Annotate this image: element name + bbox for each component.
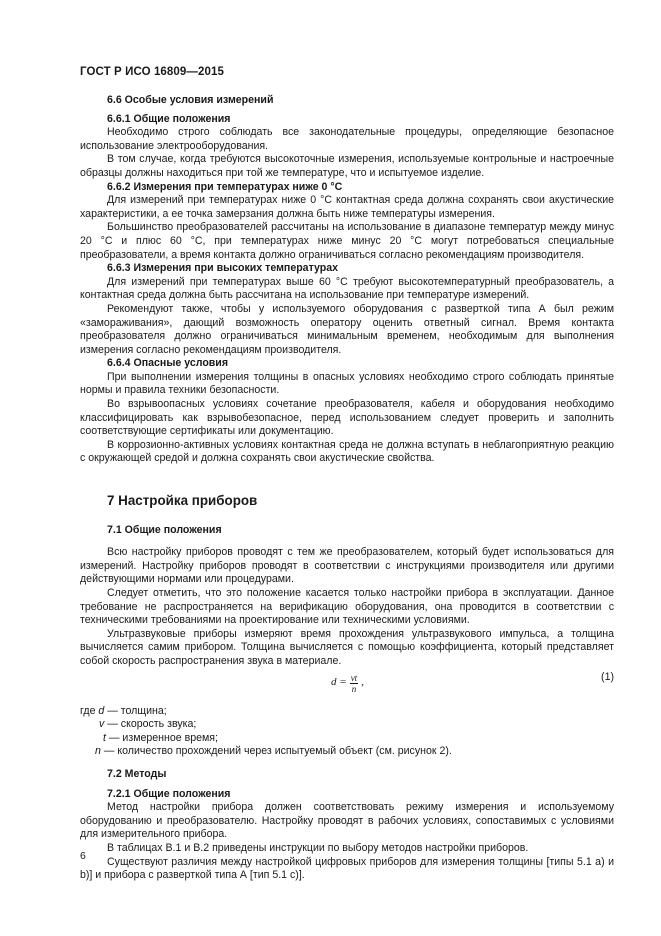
legend-item [80,745,614,759]
section-6-6-1-heading: 6.6.1 Общие положения [107,112,231,125]
paragraph: Для измерений при температурах выше 60 °С требуют высокотемпературный преобразователь, а контактная среда должна быть рассчитана на использование при температуре измерений. [80,275,614,302]
legend-item [80,732,614,746]
paragraph: В таблицах В.1 и В.2 приведены инструкции по выбору методов настройки приборов. [107,841,529,854]
page-content [80,94,614,883]
legend-text: — скорость звука; [104,718,197,731]
legend-text: — количество прохождений через испытуемый объект (см. рисунок 2). [100,745,452,758]
paragraph: Метод настройки прибора должен соответствовать режиму измерения и используемому оборудованию и преобразователю. Настройку проводят в рабочих условиях, сопоставимых с условиями для измерительного прибора. [80,801,614,841]
paragraph: Во взрывоопасных условиях сочетание преобразователя, кабеля и оборудования необходимо классифицировать как взрывобезопасное, перед использованием следует проверить и заполнить соответствующие сертификаты или документацию. [80,398,614,438]
paragraph: Для измерений при температурах ниже 0 °С контактная среда должна сохранять свои акустические характеристики, а ее точка замерзания должна быть ниже температуры измерения. [80,194,614,220]
paragraph: Рекомендуют также, чтобы у используемого оборудования с разверткой типа А был режим «замораживания», дающий возможность оператору оценить ответный сигнал. Время контакта преобразователя должно ограничиваться минимальным временем, необходимым для выполнения измерения согласно рекомендациям производителя. [80,302,614,356]
formula-expression [331,673,364,694]
legend-item [80,705,614,719]
paragraph: Всю настройку приборов проводят с тем же преобразователем, который будет использоваться для измерений. Настройку приборов проводят в соответствии с инструкциями производителя или другими действующими нормами или процедурами. [80,546,614,586]
paragraph: В том случае, когда требуются высокоточные измерения, используемые контрольные и настроечные образцы должны находиться при той же температуре, что и испытуемое изделие. [80,153,614,179]
section-6-6-3-heading: 6.6.3 Измерения при высоких температурах [107,262,339,275]
paragraph: Большинство преобразователей рассчитаны на использование в диапазоне температур между минус 20 °С и плюс 60 °С, при температурах ниже минус 20 °С могут потребоваться специальные преобразователи, а время контакта должно ограничиваться согласно рекомендациям производителя. [80,221,614,261]
section-7-heading: 7 Настройка приборов [107,493,258,509]
legend-item [80,718,614,732]
legend-symbol: n [95,745,101,758]
symbol-legend [80,705,614,759]
legend-prefix: где [80,704,99,717]
formula-1 [80,669,614,705]
formula-number: (1) [601,670,614,683]
paragraph: В коррозионно-активных условиях контактная среда не должна вступать в неблагоприятную реакцию с окружающей средой и должна сохранять свои акустические свойства. [80,438,614,465]
document-header: ГОСТ Р ИСО 16809—2015 [80,66,225,78]
section-6-6-2-heading: 6.6.2 Измерения при температурах ниже 0 °С [107,180,343,193]
formula-denominator: n [351,683,357,694]
paragraph: Необходимо строго соблюдать все законодательные процедуры, определяющие безопасное использование электрооборудования. [80,126,614,152]
section-7-2-1-heading: 7.2.1 Общие положения [107,787,231,800]
page-number: 6 [80,850,86,862]
paragraph: Ультразвуковые приборы измеряют время прохождения ультразвукового импульса, а толщина вычисляется самим прибором. Толщина вычисляется с помощью коэффициента, который представляет собой скорость распространения звука в материале. [80,627,614,667]
legend-symbol: v [99,718,105,731]
section-7-1-heading: 7.1 Общие положения [107,523,222,536]
formula-lhs: d = [331,676,347,689]
paragraph: При выполнении измерения толщины в опасных условиях необходимо строго соблюдать принятые нормы и правила техники безопасности. [80,370,614,397]
formula-numerator: vt [350,672,358,683]
legend-symbol: d [98,704,105,717]
section-6-6-heading: 6.6 Особые условия измерений [107,94,274,106]
section-6-6-4-heading: 6.6.4 Опасные условия [107,357,228,370]
paragraph: Следует отметить, что это положение касается только настройки прибора в эксплуатации. Данное требование не распространяется на верификацию оборудования, она проводится в соответствии с техническими требованиями на проектирование или техническими условиями. [80,587,614,627]
legend-symbol: t [103,731,106,744]
formula-fraction [350,673,359,694]
formula-tail: , [361,676,364,689]
paragraph: Существуют различия между настройкой цифровых приборов для измерения толщины [типы 5.1 а) и b)] и прибора с разверткой типа А [тип 5.1 с)]. [80,855,614,882]
legend-text: — толщина; [104,704,167,717]
legend-text: — измеренное время; [105,731,218,744]
section-7-2-heading: 7.2 Методы [107,767,167,780]
